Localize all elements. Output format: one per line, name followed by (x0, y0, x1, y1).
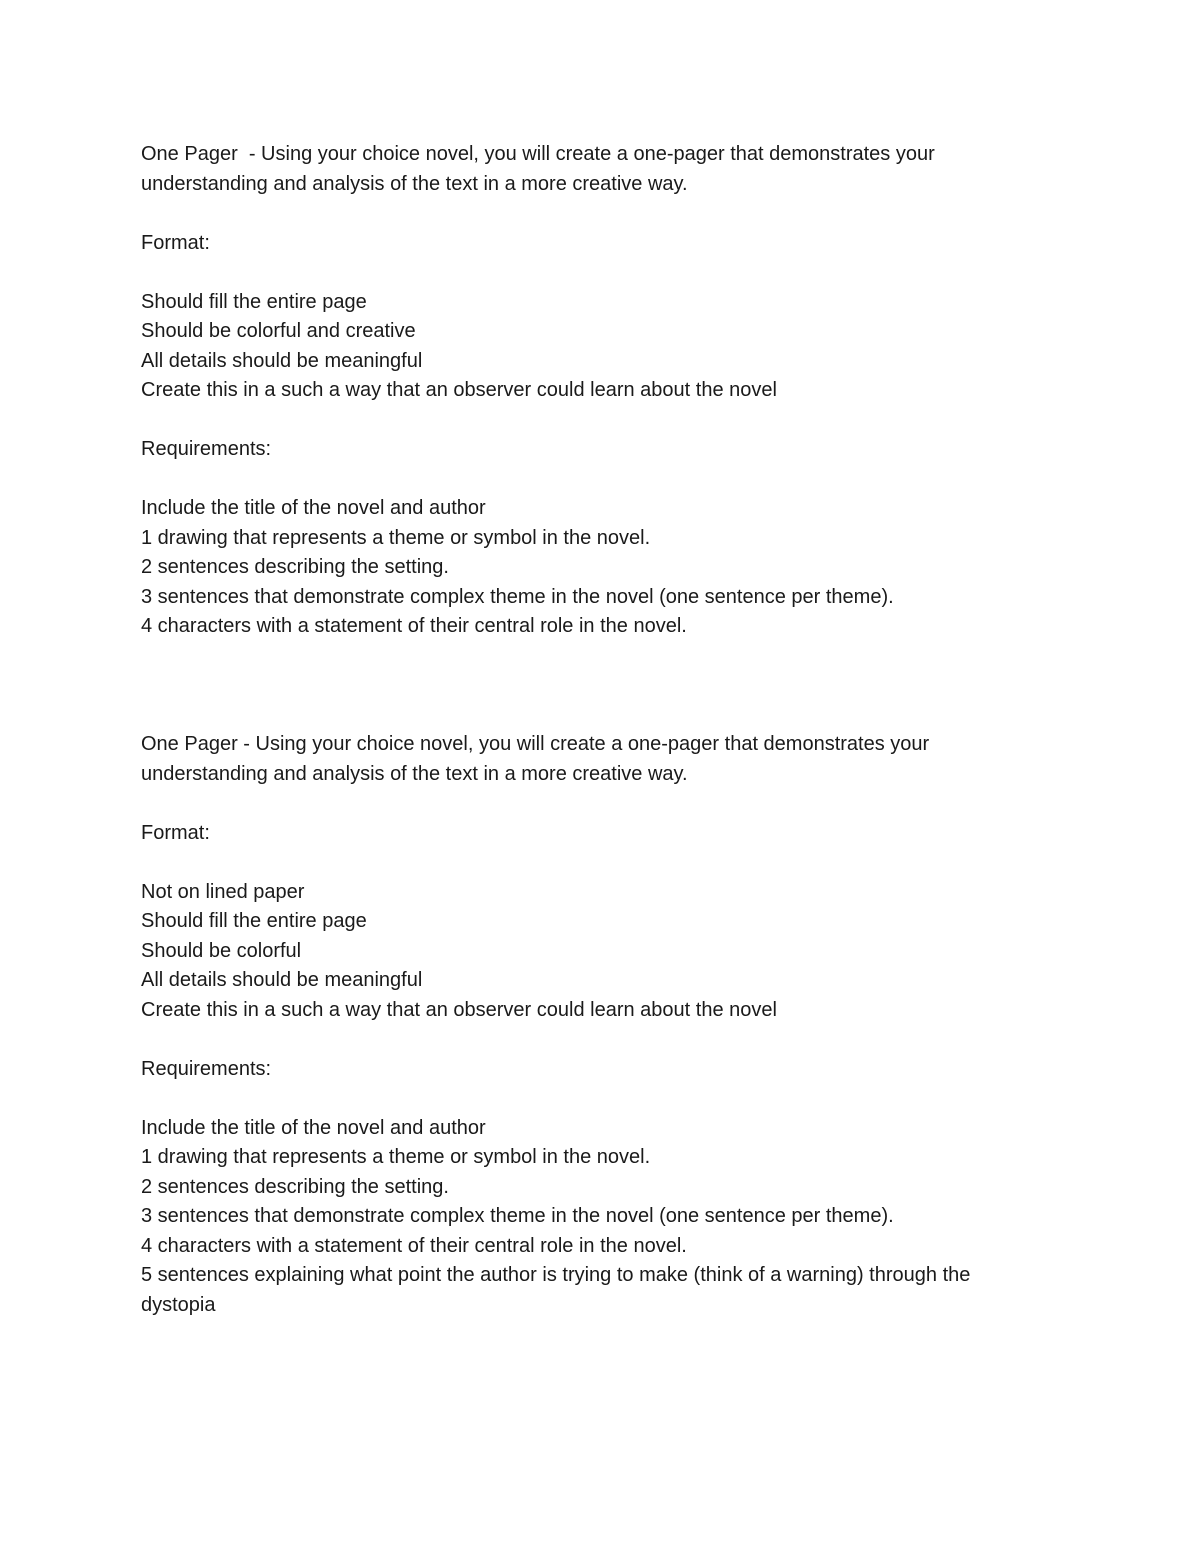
list-item: Create this in a such a way that an observer could learn about the novel (141, 379, 777, 401)
section-1 (141, 140, 1061, 642)
list-item: All details should be meaningful (141, 969, 423, 991)
section-2 (141, 730, 1061, 1320)
requirements-heading: Requirements: (141, 1057, 272, 1080)
intro-line: One Pager - Using your choice novel, you will create a one-pager that demonstrates your (141, 733, 930, 755)
list-item: Not on lined paper (141, 880, 305, 903)
list-item: 3 sentences that demonstrate complex theme in the novel (one sentence per theme). (141, 585, 894, 608)
list-item: 2 sentences describing the setting. (141, 1175, 449, 1198)
list-item: Should be colorful (141, 939, 302, 962)
format-heading: Format: (141, 231, 210, 254)
intro-line: One Pager - Using your choice novel, you will create a one-pager that demonstrates your (141, 143, 935, 165)
list-item: 1 drawing that represents a theme or symbol in the novel. (141, 1146, 651, 1168)
document-page (141, 140, 1061, 1320)
list-item: 5 sentences explaining what point the author is trying to make (think of a warning) through the (141, 1264, 971, 1286)
list-item: 1 drawing that represents a theme or symbol in the novel. (141, 526, 651, 549)
list-item: Should be colorful and creative (141, 320, 416, 342)
intro-line: understanding and analysis of the text in a more creative way. (141, 172, 688, 195)
list-item: Should fill the entire page (141, 910, 367, 932)
format-heading: Format: (141, 821, 210, 844)
list-item: 2 sentences describing the setting. (141, 556, 449, 578)
list-item: Should fill the entire page (141, 290, 367, 313)
list-item: Include the title of the novel and author (141, 1116, 486, 1139)
list-item: Include the title of the novel and author (141, 497, 486, 519)
format-list (141, 288, 1061, 406)
list-item: 3 sentences that demonstrate complex theme in the novel (one sentence per theme). (141, 1205, 894, 1227)
list-item: Create this in a such a way that an observer could learn about the novel (141, 998, 777, 1021)
list-item: 4 characters with a statement of their central role in the novel. (141, 615, 687, 637)
requirements-list (141, 1114, 1061, 1321)
intro-line: understanding and analysis of the text in a more creative way. (141, 762, 688, 785)
requirements-heading: Requirements: (141, 438, 272, 460)
list-item: All details should be meaningful (141, 349, 423, 372)
requirements-list (141, 494, 1061, 642)
list-item: 4 characters with a statement of their central role in the novel. (141, 1234, 687, 1257)
list-item-continuation: dystopia (141, 1293, 216, 1316)
format-list (141, 878, 1061, 1026)
